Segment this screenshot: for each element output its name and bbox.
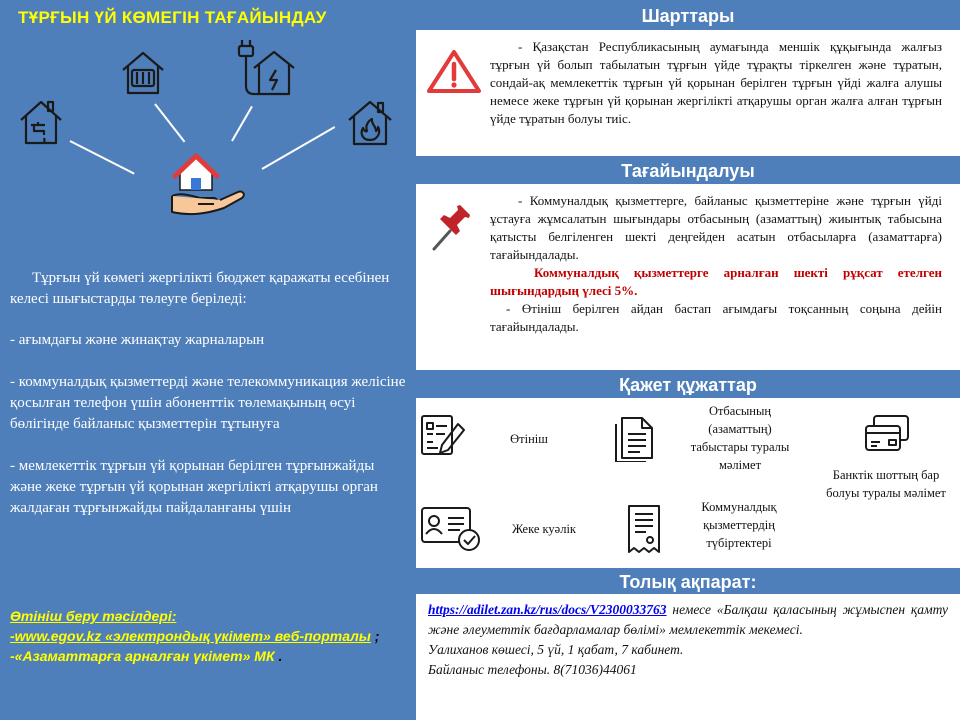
info-department: немесе «Балқаш қаласының жұмыспен қамту және әлеуметтік бағдарламалар бөлімі» мемлекеттік мекемесі. <box>428 602 948 637</box>
gov-corp-text: -«Азаматтарға арналған үкімет» МК <box>10 648 275 664</box>
page-title: ТҰРҒЫН ҮЙ КӨМЕГІН ТАҒАЙЫНДАУ <box>18 8 327 27</box>
assignment-text <box>490 192 942 336</box>
house-radiator-icon <box>120 50 166 96</box>
id-card-icon <box>420 506 482 557</box>
doc-label-utility-receipts: Коммуналдық қызметтердің түбіртектері <box>701 500 777 550</box>
receipt-icon <box>626 504 662 559</box>
house-water-tap-icon <box>18 98 64 146</box>
assignment-paragraph: - Коммуналдық қызметтерге, байланыс қызметтеріне және тұрғын үйді ұстауға жұмсалатын шығындары отбасының (азаматтың) жиынтық табысына қатысты белгіленген шекті деңгейден асатын отбасыларға (азаматтарға) тағайындалады. <box>490 193 942 262</box>
egov-portal-tail: ; <box>370 628 380 644</box>
ray <box>262 126 336 170</box>
info-header: Толық ақпарат: <box>416 568 960 594</box>
house-electric-plug-icon <box>230 38 298 98</box>
house-fire-icon <box>346 98 394 148</box>
assignment-period: - Өтініш берілген айдан бастап ағымдағы тоқсанның соңына дейін тағайындалады. <box>490 301 942 334</box>
ray <box>154 103 185 142</box>
gov-corp-tail: . <box>274 648 283 664</box>
doc-label-id-card: Жеке куәлік <box>511 522 577 536</box>
application-method-gov-corp <box>10 646 408 666</box>
doc-label-application: Өтініш <box>510 432 548 446</box>
ray <box>231 106 253 142</box>
documents-header: Қажет құжаттар <box>416 370 960 398</box>
application-method-egov <box>10 626 408 646</box>
application-form-icon <box>420 414 466 461</box>
expense-item: - мемлекеттік тұрғын үй қорынан берілген тұрғынжайды және жеке тұрғын үй қорынан жергілікті атқарушы орган жалдаған тұрғынжайды пайдаланғаны үшін <box>10 458 378 516</box>
assignment-limit-note: Коммуналдық қызметтерге арналған шекті рұқсат етелген шығындардың үлесі 5%. <box>490 265 942 298</box>
ray <box>70 140 135 174</box>
info-text <box>428 600 948 680</box>
hand-holding-house-icon <box>168 150 248 216</box>
egov-portal-text: -www.egov.kz «электрондық үкімет» веб-порталы <box>10 628 371 644</box>
application-methods-heading: Өтініш беру тәсілдері: <box>10 608 177 624</box>
conditions-header: Шарттары <box>416 0 960 30</box>
doc-label-income: Отбасының (азаматтың) табыстары туралы мәлімет <box>690 404 790 472</box>
expense-item: - коммуналдық қызметтерді және телекоммуникация желісіне қосылған телефон үшін абоненттік төлемақының өсуі бөлігінде байланыс қызметтерін тұтынуға <box>10 374 406 432</box>
pushpin-icon <box>430 205 474 251</box>
adilet-link[interactable]: https://adilet.zan.kz/rus/docs/V2300033763 <box>428 602 667 617</box>
info-address: Уалиханов көшесі, 5 үй, 1 қабат, 7 кабинет. <box>428 642 684 657</box>
expense-item: - ағымдағы және жинақтау жарналарын <box>10 332 265 348</box>
bank-card-icon <box>864 414 910 459</box>
intro-paragraph: Тұрғын үй көмегі жергілікті бюджет қаражаты есебінен келесі шығыстарды төлеуге беріледі: <box>10 270 390 307</box>
info-paragraph <box>428 600 948 640</box>
assignment-header: Тағайындалуы <box>416 156 960 184</box>
conditions-text: - Қазақстан Республикасының аумағында меншік құқығында жалғыз тұрғын үй болып табылатын тұрғын үйде тұрақты тіркелген және тұратын, сондай-ақ мемлекеттік тұрғын үй қорынан берілген тұрғын үйді жалға алушы немесе жеке тұрғын үй қорынан жергілікті атқарушы орган жалға алған тұрғын үйде тұратын болуы тиіс. <box>490 39 942 126</box>
documents-icon <box>614 412 660 467</box>
doc-label-bank-account: Банктік шоттың бар болуы туралы мәлімет <box>826 468 946 500</box>
intro-text-block <box>10 268 408 540</box>
left-panel <box>0 0 416 720</box>
warning-triangle-icon <box>426 48 482 94</box>
application-methods <box>10 606 408 666</box>
info-phone: Байланыс телефоны. 8(71036)44061 <box>428 662 637 677</box>
